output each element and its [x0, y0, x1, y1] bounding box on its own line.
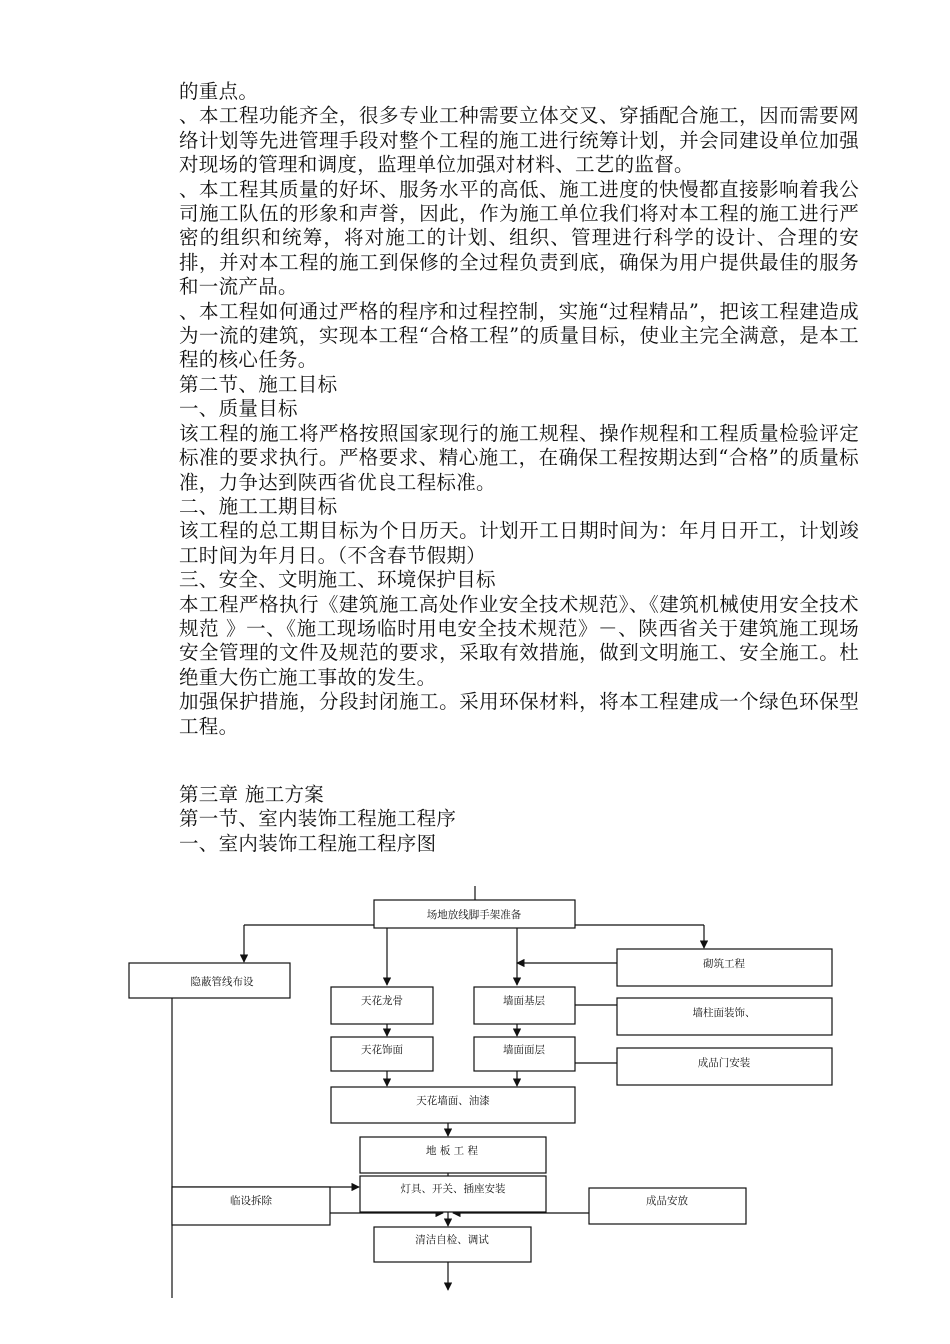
svg-text:墙面基层: 墙面基层 — [503, 995, 545, 1007]
subsection-heading: 二、施工工期目标 — [179, 494, 338, 518]
paragraph: 、本工程其质量的好坏、服务水平的高低、施工进度的快慢都直接影响着我公司施工队伍的形象和声誉，因此，作为施工单位我们将对本工程的施工进行严密的组织和统筹，将对施工的计划、组织、管理进行科学的设计、合理的安排，并对本工程的施工到保修的全过程负责到底，确保为用户提供最佳的服务和一流产品。 — [179, 177, 859, 299]
svg-text:墙面面层: 墙面面层 — [503, 1044, 545, 1056]
svg-text:成品安放: 成品安放 — [646, 1195, 688, 1207]
svg-text:隐蔽管线布设: 隐蔽管线布设 — [190, 976, 254, 988]
node-site-prep — [374, 900, 575, 928]
svg-text:成品门安装: 成品门安装 — [697, 1057, 751, 1069]
node-clean — [374, 1227, 531, 1262]
paragraph: 、本工程功能齐全，很多专业工种需要立体交叉、穿插配合施工，因而需要网络计划等先进管理手段对整个工程的施工进行统筹计划，并会同建设单位加强对现场的管理和调度，监理单位加强对材料、工艺的监督。 — [179, 104, 859, 177]
svg-text:天花龙骨: 天花龙骨 — [361, 995, 403, 1007]
subsection-heading: 一、室内装饰工程施工程序图 — [179, 831, 437, 855]
node-wall-base — [474, 987, 575, 1024]
subsection-heading: 三、安全、文明施工、环境保护目标 — [179, 568, 496, 592]
node-ceiling-finish — [331, 1037, 433, 1071]
svg-text:地 板 工 程: 地 板 工 程 — [425, 1145, 479, 1157]
paragraph: 本工程严格执行《建筑施工高处作业安全技术规范》、《建筑机械使用安全技术规范 》一、《施工现场临时用电安全技术规范》－、陕西省关于建筑施工现场安全管理的文件及规范的要求，采取有效措施，做到文明施工、安全施工。杜绝重大伤亡施工事故的发生。 — [179, 592, 859, 689]
svg-text:临设拆除: 临设拆除 — [230, 1195, 272, 1207]
node-hidden-pipes — [129, 963, 290, 998]
node-fixtures — [360, 1176, 546, 1212]
node-masonry — [617, 949, 832, 986]
node-doors — [617, 1048, 832, 1085]
node-temp-removal — [172, 1187, 330, 1225]
section-heading: 第一节、室内装饰工程施工程序 — [179, 807, 457, 831]
chapter-heading: 第三章 施工方案 — [179, 782, 325, 806]
node-paint — [331, 1087, 575, 1123]
paragraph: 、本工程如何通过严格的程序和过程控制，实施“过程精品”，把该工程建造成为一流的建筑，实现本工程“合格工程”的质量目标，使业主完全满意，是本工程的核心任务。 — [179, 299, 859, 372]
svg-text:天花饰面: 天花饰面 — [361, 1044, 403, 1056]
node-column-finish — [617, 998, 832, 1035]
paragraph: 加强保护措施，分段封闭施工。采用环保材料，将本工程建成一个绿色环保型工程。 — [179, 690, 859, 738]
svg-text:砌筑工程: 砌筑工程 — [703, 958, 745, 970]
svg-text:灯具、开关、插座安装: 灯具、开关、插座安装 — [400, 1183, 506, 1195]
paragraph: 该工程的总工期目标为个日历天。计划开工日期时间为：年月日开工，计划竣工时间为年月日。（不含春节假期） — [179, 519, 859, 567]
svg-text:清洁自检、调试: 清洁自检、调试 — [415, 1234, 489, 1246]
node-wall-surface — [474, 1037, 575, 1071]
paragraph: 的重点。 — [179, 80, 259, 103]
svg-text:墙柱面装饰、: 墙柱面装饰、 — [692, 1007, 756, 1019]
subsection-heading: 一、质量目标 — [179, 397, 298, 421]
node-product-place — [589, 1188, 746, 1224]
node-ceiling-keel — [331, 987, 433, 1024]
paragraph: 该工程的施工将严格按照国家现行的施工规程、操作规程和工程质量检验评定标准的要求执行。严格要求、精心施工，在确保工程按期达到“合格”的质量标准，力争达到陕西省优良工程标准。 — [179, 421, 859, 494]
svg-text:场地放线脚手架准备: 场地放线脚手架准备 — [426, 909, 522, 921]
section-heading: 第二节、施工目标 — [179, 372, 338, 396]
svg-text:天花墙面、油漆: 天花墙面、油漆 — [416, 1095, 490, 1107]
node-floor — [360, 1137, 546, 1173]
